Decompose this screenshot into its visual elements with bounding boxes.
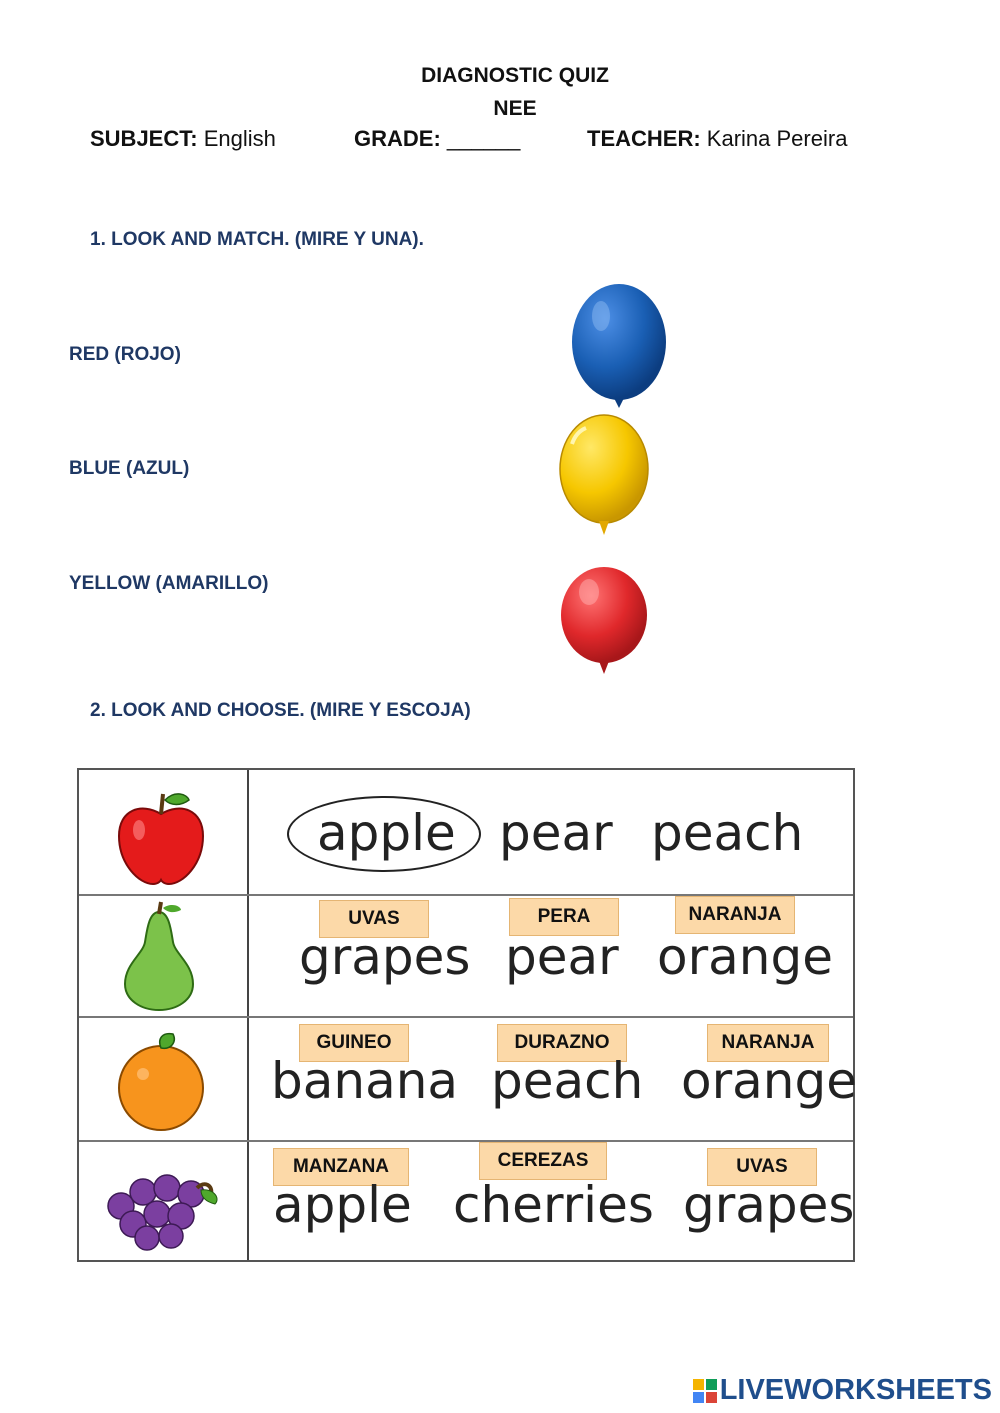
- translation-chip-manzana[interactable]: MANZANA: [273, 1148, 409, 1186]
- red-balloon-icon[interactable]: [556, 565, 652, 679]
- word-apple[interactable]: apple: [273, 1176, 412, 1234]
- word-apple[interactable]: apple: [317, 804, 456, 862]
- color-label-red[interactable]: RED (ROJO): [69, 344, 181, 365]
- word-banana[interactable]: banana: [271, 1052, 459, 1110]
- section2-title: 2. LOOK AND CHOOSE. (MIRE Y ESCOJA): [90, 700, 471, 721]
- pear-icon: [119, 900, 199, 1012]
- liveworksheets-logo[interactable]: [692, 1374, 992, 1407]
- translation-chip-pera[interactable]: PERA: [509, 898, 619, 936]
- word-peach[interactable]: peach: [651, 804, 804, 862]
- word-pear[interactable]: pear: [499, 804, 613, 862]
- row-divider: [79, 1016, 853, 1018]
- blue-balloon-icon[interactable]: [565, 282, 675, 412]
- quiz-subtitle: NEE: [493, 97, 537, 120]
- grade-value[interactable]: ______: [446, 126, 521, 151]
- word-orange[interactable]: orange: [681, 1052, 857, 1110]
- teacher-field: [587, 126, 847, 152]
- word-cherries[interactable]: cherries: [453, 1176, 654, 1234]
- subject-value: English: [203, 126, 276, 151]
- quiz-title: DIAGNOSTIC QUIZ: [421, 64, 609, 87]
- word-orange[interactable]: orange: [657, 928, 833, 986]
- word-grapes[interactable]: grapes: [683, 1176, 855, 1234]
- translation-chip-guineo[interactable]: GUINEO: [299, 1024, 409, 1062]
- translation-chip-naranja[interactable]: NARANJA: [675, 896, 795, 934]
- subject-field: [90, 126, 276, 152]
- section1-title: 1. LOOK AND MATCH. (MIRE Y UNA).: [90, 229, 424, 250]
- grade-field: [354, 126, 520, 152]
- color-label-yellow[interactable]: YELLOW (AMARILLO): [69, 573, 269, 594]
- word-pear[interactable]: pear: [505, 928, 619, 986]
- orange-icon: [113, 1028, 209, 1132]
- logo-text: LIVEWORKSHEETS: [719, 1374, 992, 1406]
- grade-label: GRADE:: [354, 126, 441, 151]
- table-divider: [247, 770, 249, 1260]
- liveworksheets-icon: [692, 1378, 718, 1404]
- translation-chip-uvas[interactable]: UVAS: [319, 900, 429, 938]
- apple-icon: [111, 784, 211, 888]
- teacher-label: TEACHER:: [587, 126, 701, 151]
- color-label-blue[interactable]: BLUE (AZUL): [69, 458, 190, 479]
- row-divider: [79, 1140, 853, 1142]
- fruit-table: [77, 768, 855, 1262]
- teacher-value: Karina Pereira: [706, 126, 848, 151]
- yellow-balloon-icon[interactable]: [556, 414, 656, 538]
- subject-label: SUBJECT:: [90, 126, 198, 151]
- translation-chip-cerezas[interactable]: CEREZAS: [479, 1142, 607, 1180]
- grapes-icon: [101, 1162, 225, 1254]
- word-grapes[interactable]: grapes: [299, 928, 471, 986]
- word-peach[interactable]: peach: [491, 1052, 644, 1110]
- translation-chip-durazno[interactable]: DURAZNO: [497, 1024, 627, 1062]
- translation-chip-uvas[interactable]: UVAS: [707, 1148, 817, 1186]
- translation-chip-naranja[interactable]: NARANJA: [707, 1024, 829, 1062]
